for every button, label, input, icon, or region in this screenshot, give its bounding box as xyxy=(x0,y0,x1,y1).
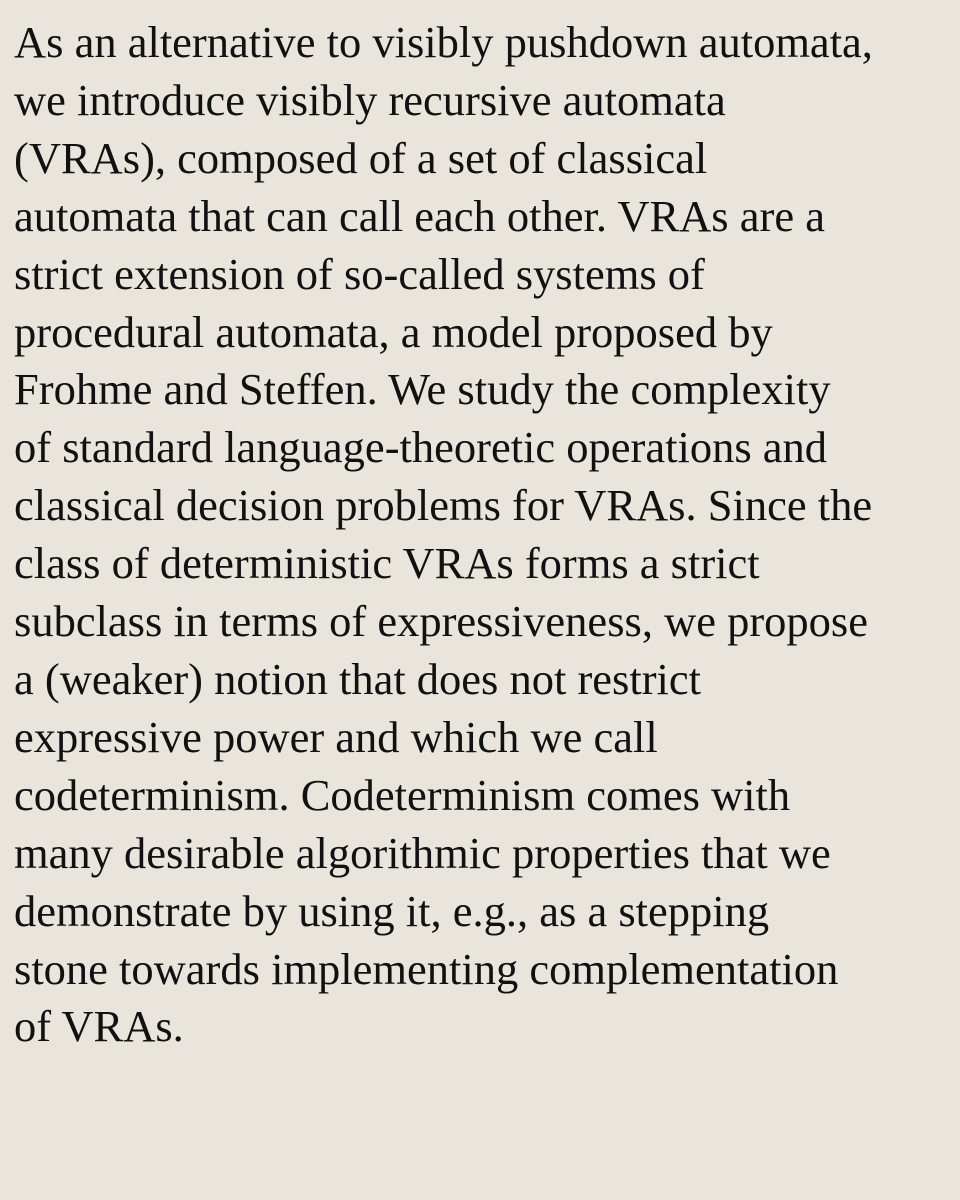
abstract-line: expressive power and which we call xyxy=(14,711,658,762)
abstract-line: many desirable algorithmic properties that we xyxy=(14,827,831,878)
abstract-line: subclass in terms of expressiveness, we propose xyxy=(14,596,868,647)
abstract-line: class of deterministic VRAs forms a strict xyxy=(14,538,760,589)
abstract-line: codeterminism. Codeterminism comes with xyxy=(14,769,791,820)
abstract-line: classical decision problems for VRAs. Since the xyxy=(14,480,873,531)
abstract-line: a (weaker) notion that does not restrict xyxy=(14,653,702,704)
abstract-line: As an alternative to visibly pushdown automata, xyxy=(14,17,873,67)
abstract-line: demonstrate by using it, e.g., as a stepping xyxy=(14,885,770,936)
abstract-line: of standard language-theoretic operations and xyxy=(14,422,828,473)
abstract-line: stone towards implementing complementation xyxy=(14,943,839,994)
abstract-line: automata that can call each other. VRAs are a xyxy=(14,190,825,241)
abstract-line: strict extension of so-called systems of xyxy=(14,248,705,299)
abstract-line: Frohme and Steffen. We study the complexity xyxy=(14,364,831,415)
abstract-line: of VRAs. xyxy=(14,1001,184,1052)
abstract-line: procedural automata, a model proposed by xyxy=(14,306,773,357)
abstract-line: we introduce visibly recursive automata xyxy=(14,74,726,125)
abstract-paragraph xyxy=(14,14,960,1056)
abstract-line: (VRAs), composed of a set of classical xyxy=(14,132,708,183)
